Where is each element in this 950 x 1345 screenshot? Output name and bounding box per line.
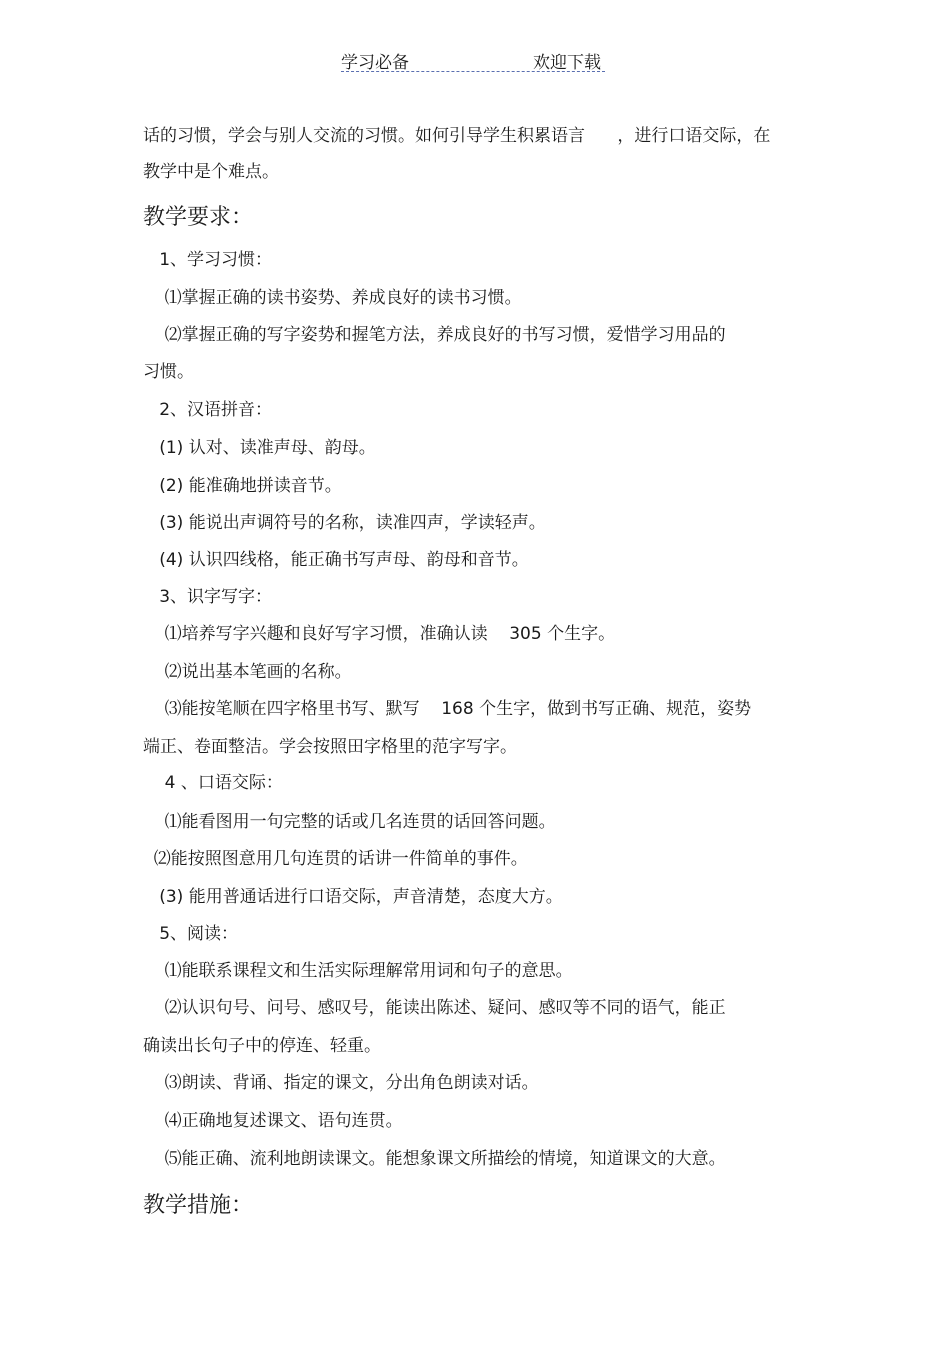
paragraph-line: 话的习惯，学会与别人交流的习惯。如何引导学生积累语言 ，进行口语交际，在 — [143, 126, 771, 146]
list-heading: 1、学习习惯： — [143, 250, 273, 270]
list-item: ⑴能看图用一句完整的话或几名连贯的话回答问题。 — [143, 812, 556, 832]
list-item: ⑴培养写字兴趣和良好写字习惯，准确认读 305 个生字。 — [143, 624, 616, 644]
list-item: ⑵说出基本笔画的名称。 — [143, 662, 352, 682]
section-heading-measures: 教学措施： — [143, 1193, 254, 1218]
header-dashed-rule — [341, 71, 605, 72]
list-item: ⑵认识句号、问号、感叹号，能读出陈述、疑问、感叹等不同的语气，能正 — [143, 998, 726, 1018]
section-heading-requirements: 教学要求： — [143, 205, 254, 230]
list-item: ⑵掌握正确的写字姿势和握笔方法，养成良好的书写习惯，爱惜学习用品的 — [143, 325, 726, 345]
list-item: ⑴能联系课程文和生活实际理解常用词和句子的意思。 — [143, 961, 573, 981]
paragraph-line: 教学中是个难点。 — [143, 162, 279, 182]
list-item-continuation: 端正、卷面整洁。学会按照田字格里的范字写字。 — [143, 737, 517, 757]
list-heading: 3、识字写字： — [143, 587, 273, 607]
list-item: (2) 能准确地拼读音节。 — [143, 476, 342, 496]
list-item: (3) 能用普通话进行口语交际，声音清楚，态度大方。 — [143, 887, 563, 907]
list-heading: 4 、口语交际： — [143, 773, 283, 793]
list-item: (3) 能说出声调符号的名称，读准四声，学读轻声。 — [143, 513, 546, 533]
list-item: ⑴掌握正确的读书姿势、养成良好的读书习惯。 — [143, 288, 522, 308]
page-header — [0, 46, 950, 76]
list-item: ⑵能按照图意用几句连贯的话讲一件简单的事件。 — [143, 849, 528, 869]
list-heading: 2、汉语拼音： — [143, 400, 273, 420]
list-item: (1) 认对、读准声母、韵母。 — [143, 438, 376, 458]
list-item: ⑶朗读、背诵、指定的课文，分出角色朗读对话。 — [143, 1073, 539, 1093]
list-item: ⑸能正确、流利地朗读课文。能想象课文所描绘的情境，知道课文的大意。 — [143, 1149, 726, 1169]
list-item-continuation: 习惯。 — [143, 362, 194, 382]
list-item-continuation: 确读出长句子中的停连、轻重。 — [143, 1036, 381, 1056]
list-item: (4) 认识四线格，能正确书写声母、韵母和音节。 — [143, 550, 529, 570]
list-item: ⑷正确地复述课文、语句连贯。 — [143, 1111, 403, 1131]
list-heading: 5、阅读： — [143, 924, 239, 944]
list-item: ⑶能按笔顺在四字格里书写、默写 168 个生字，做到书写正确、规范，姿势 — [143, 699, 752, 719]
header-left-text: 学习必备 — [341, 53, 409, 73]
header-right-text: 欢迎下载 — [533, 53, 601, 73]
